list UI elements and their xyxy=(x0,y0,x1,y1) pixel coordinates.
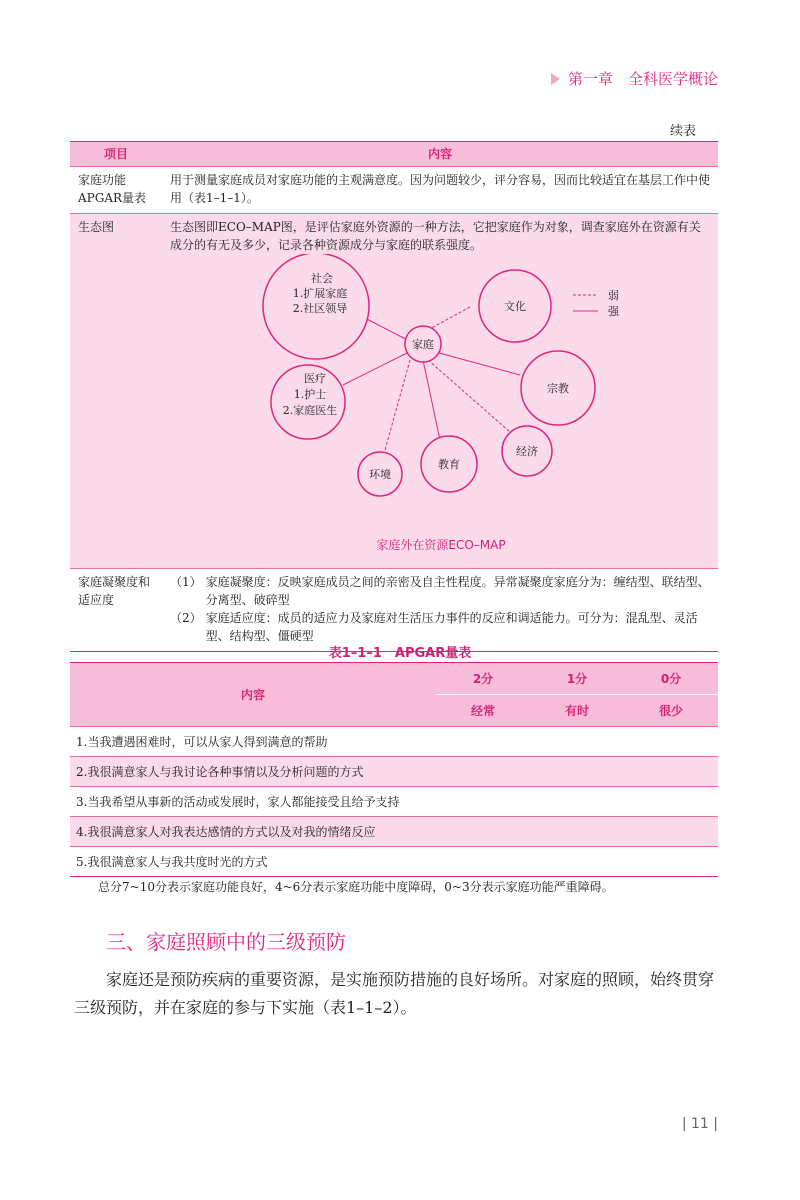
link-religion xyxy=(432,351,520,375)
row-item: 生态图 xyxy=(70,214,162,569)
running-header xyxy=(551,68,718,89)
header-content: 内容 xyxy=(162,142,718,167)
list-item xyxy=(170,609,712,645)
table-row xyxy=(70,569,718,652)
legend-strong: 强 xyxy=(608,305,619,318)
apgar-table-caption: 表1–1–1 APGAR量表 xyxy=(328,646,472,661)
list-number: （2） xyxy=(170,611,202,625)
link-education xyxy=(423,360,440,440)
apgar-item: 1.当我遭遇困难时，可以从家人得到满意的帮助 xyxy=(70,727,718,757)
environment-label: 环境 xyxy=(369,468,391,481)
medical-title: 医疗 xyxy=(304,372,326,385)
apgar-item: 5.我很满意家人与我共度时光的方式 xyxy=(70,847,718,877)
row-item: 家庭凝聚度和适应度 xyxy=(70,569,162,652)
table-row xyxy=(70,847,718,877)
table-row xyxy=(70,214,718,569)
eco-map-diagram xyxy=(170,254,712,562)
apgar-item: 2.我很满意家人与我讨论各种事情以及分析问题的方式 xyxy=(70,757,718,787)
list-text: 家庭凝聚度：反映家庭成员之间的亲密及自主性程度。异常凝聚度家庭分为：缠结型、联结型、分离型、破碎型 xyxy=(205,575,710,607)
apgar-content-header: 内容 xyxy=(70,663,436,727)
economy-label: 经济 xyxy=(516,445,538,458)
culture-label: 文化 xyxy=(504,300,526,313)
apgar-note: 总分7~10分表示家庭功能良好，4~6分表示家庭功能中度障碍，0~3分表示家庭功能严重障碍。 xyxy=(98,880,614,894)
link-environment xyxy=(385,360,410,450)
table-row xyxy=(70,727,718,757)
body-paragraph: 家庭还是预防疾病的重要资源，是实施预防措施的良好场所。对家庭的照顾，始终贯穿三级预防，并在家庭的参与下实施（表1–1–2）。 xyxy=(74,970,715,1017)
apgar-item: 3.当我希望从事新的活动或发展时，家人都能接受且给予支持 xyxy=(70,787,718,817)
link-economy xyxy=(428,360,510,432)
apgar-table xyxy=(70,662,718,877)
apgar-item: 4.我很满意家人对我表达感情的方式以及对我的情绪反应 xyxy=(70,817,718,847)
triangle-icon xyxy=(551,73,560,85)
page-number: | 11 | xyxy=(681,1116,718,1132)
list-item xyxy=(170,573,712,609)
score-0-header: 0分 xyxy=(624,663,718,695)
freq-often: 经常 xyxy=(436,695,530,727)
header-item: 项目 xyxy=(70,142,162,167)
eco-map-caption: 家庭外在资源ECO–MAP xyxy=(376,538,506,552)
society-title: 社会 xyxy=(311,272,333,285)
list-text: 家庭适应度：成员的适应力及家庭对生活压力事件的反应和调适能力。可分为：混乱型、灵活型、结构型、僵硬型 xyxy=(205,611,698,643)
table-row xyxy=(70,167,718,214)
society-line2: 2.社区领导 xyxy=(292,302,348,315)
row-item: 家庭功能APGAR量表 xyxy=(70,167,162,214)
table-row xyxy=(70,787,718,817)
continued-label: 续表 xyxy=(669,124,696,139)
freq-rarely: 很少 xyxy=(624,695,718,727)
legend-weak: 弱 xyxy=(608,289,619,302)
society-line1: 1.扩展家庭 xyxy=(292,287,348,300)
row-content: 用于测量家庭成员对家庭功能的主观满意度。因为问题较少，评分容易，因而比较适宜在基层工作中使用（表1–1–1）。 xyxy=(162,167,718,214)
row-content: 生态图即ECO–MAP图，是评估家庭外资源的一种方法，它把家庭作为对象，调查家庭外在资源有关成分的有无及多少，记录各种资源成分与家庭的联系强度。 xyxy=(170,220,701,252)
freq-sometimes: 有时 xyxy=(530,695,624,727)
eco-map-svg xyxy=(170,254,730,554)
education-label: 教育 xyxy=(438,458,460,471)
medical-line2: 2.家庭医生 xyxy=(282,404,338,417)
section-heading: 三、家庭照顾中的三级预防 xyxy=(106,930,346,954)
score-2-header: 2分 xyxy=(436,663,530,695)
link-culture xyxy=(428,307,470,330)
family-label: 家庭 xyxy=(412,338,434,351)
family-assessment-table xyxy=(70,141,718,652)
list-number: （1） xyxy=(170,575,202,589)
score-1-header: 1分 xyxy=(530,663,624,695)
medical-line1: 1.护士 xyxy=(293,388,327,401)
table-row xyxy=(70,817,718,847)
religion-label: 宗教 xyxy=(547,382,569,395)
table-row xyxy=(70,757,718,787)
chapter-title: 第一章 全科医学概论 xyxy=(567,70,718,88)
